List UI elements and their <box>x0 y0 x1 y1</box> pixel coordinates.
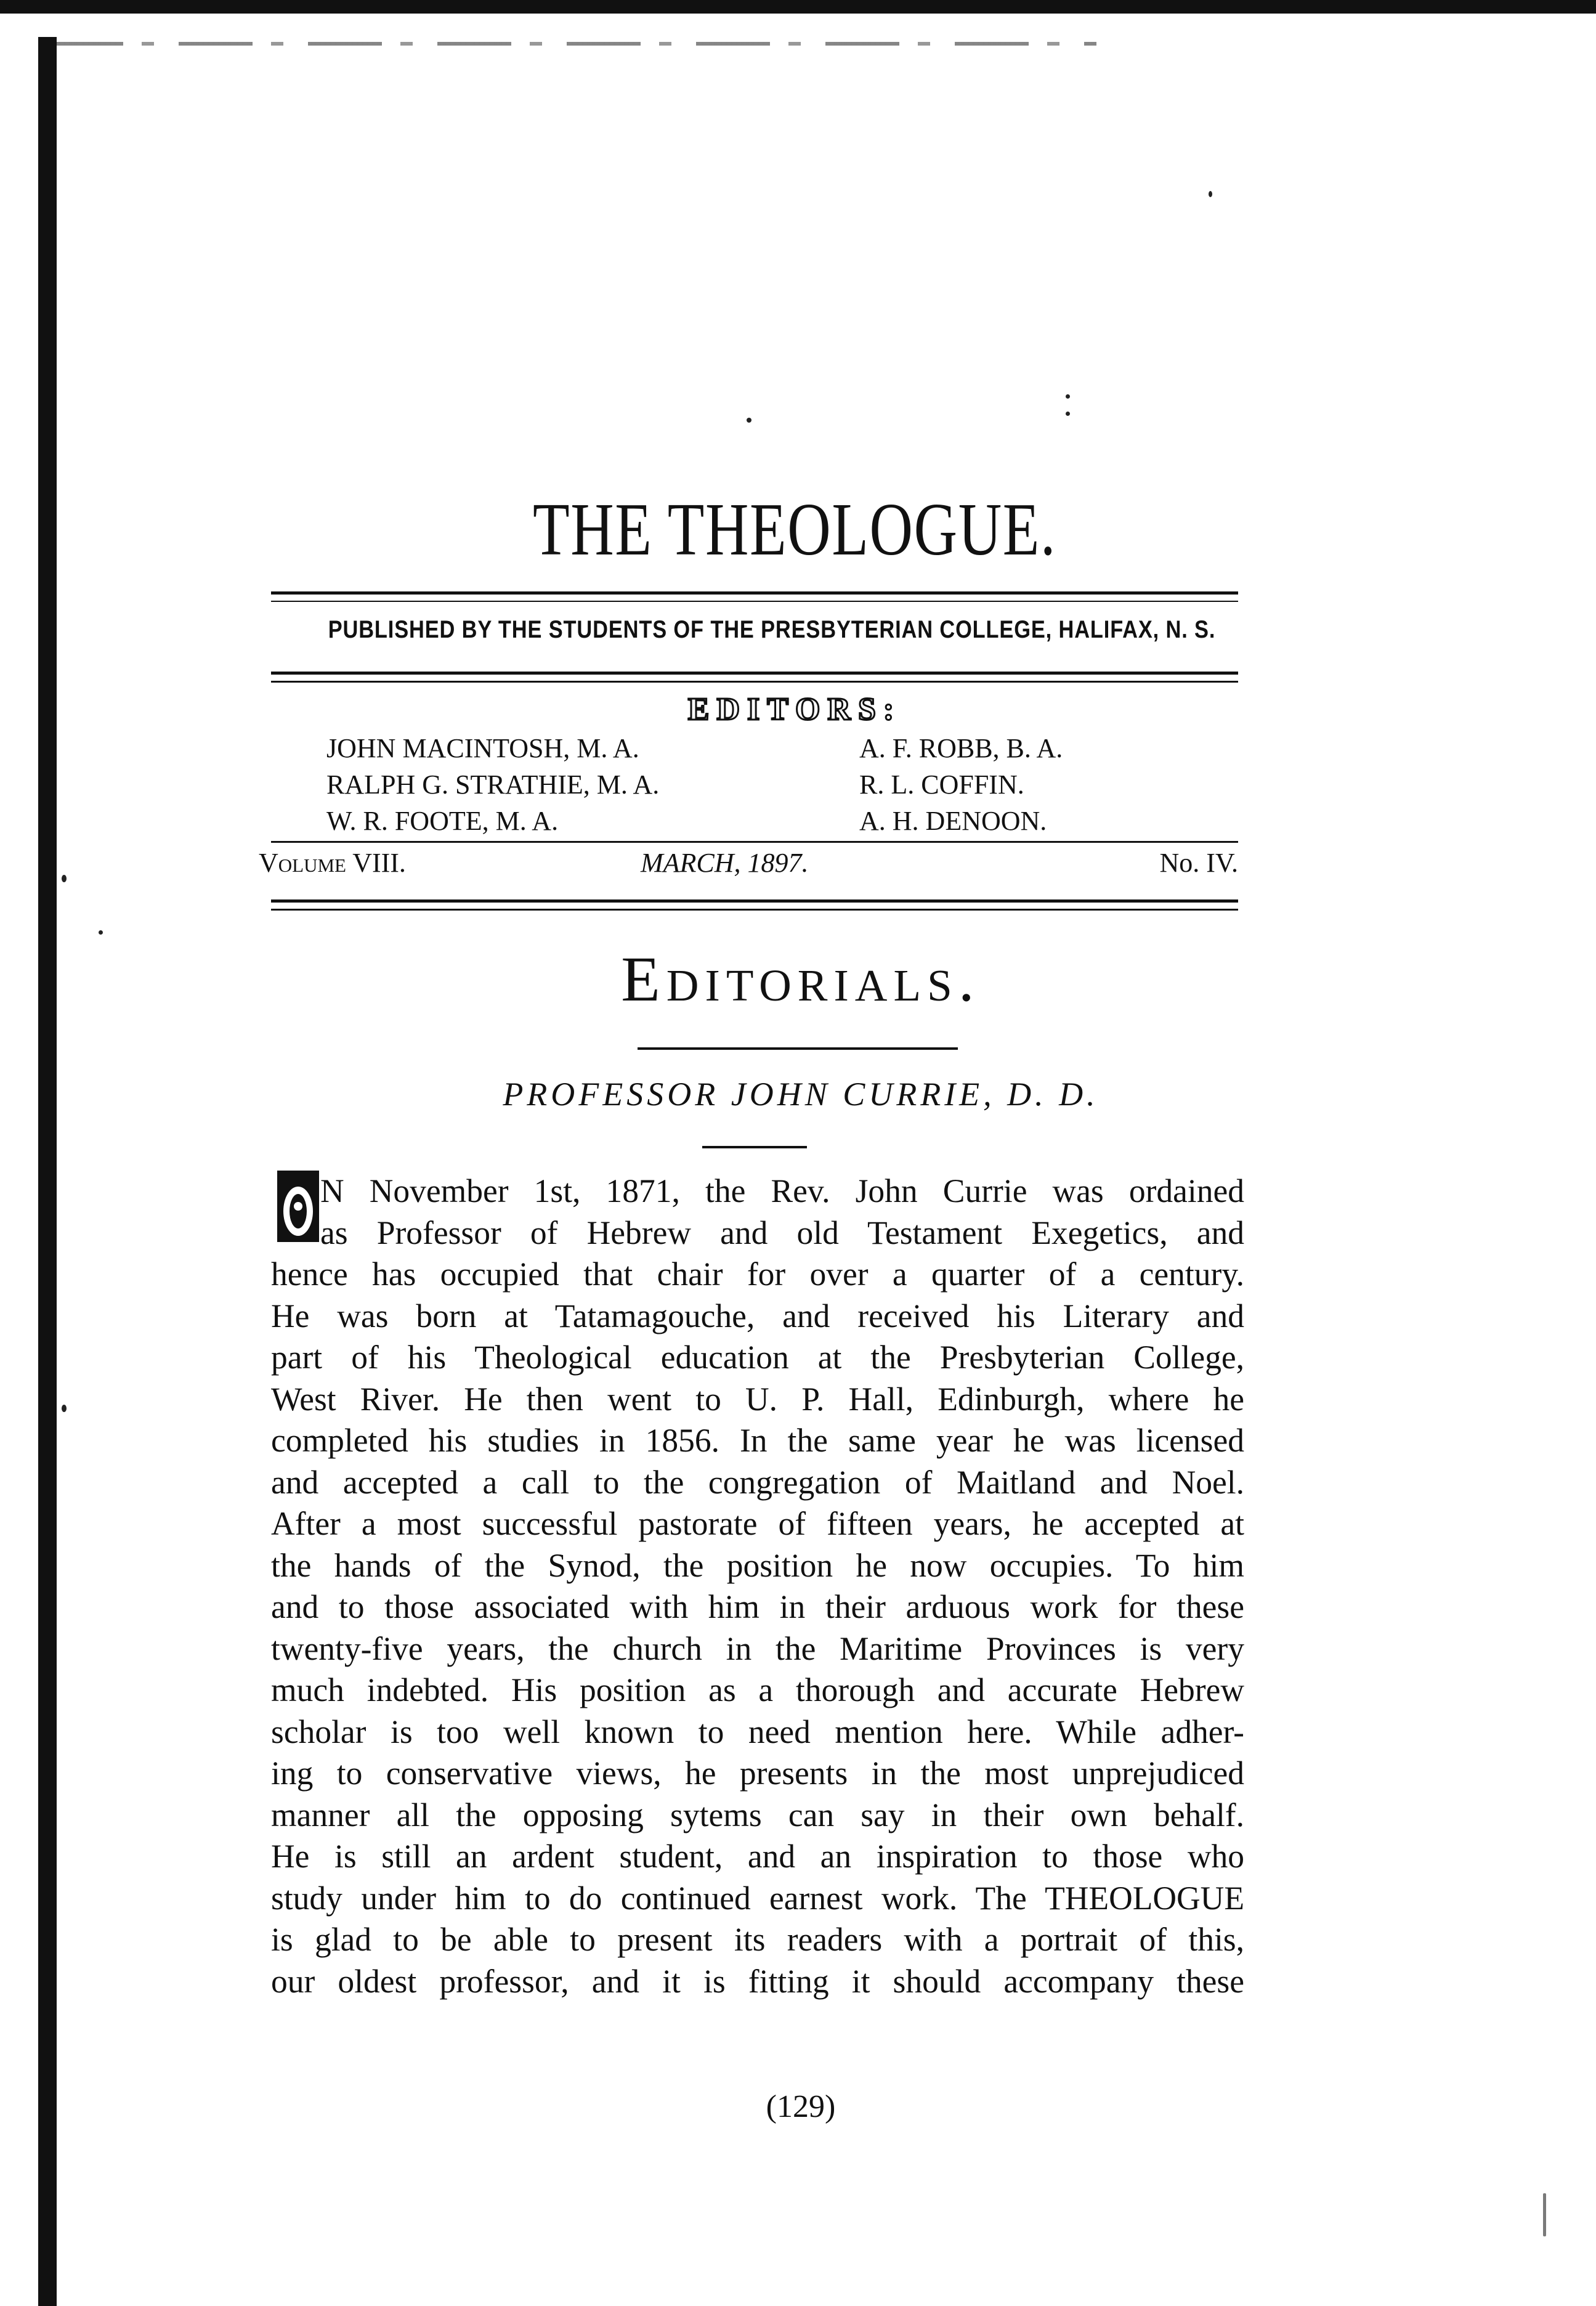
scan-speck <box>62 1405 67 1412</box>
editors-left-column <box>326 730 659 839</box>
issue-rule <box>271 899 1238 911</box>
scan-speck <box>1543 2193 1546 2236</box>
article-body <box>271 1171 1244 2002</box>
article-line: After a most successful pastorate of fifteen years, he accepted at <box>271 1505 1244 1542</box>
scan-border-top-faint <box>49 42 1096 46</box>
scan-speck <box>99 930 103 935</box>
article-line: completed his studies in 1856. In the same year he was licensed <box>271 1422 1244 1459</box>
scan-speck <box>1066 412 1070 416</box>
issue-number: No. IV. <box>1159 848 1238 878</box>
masthead-rule <box>271 591 1238 595</box>
scan-speck <box>1066 394 1070 399</box>
scan-speck <box>1209 191 1212 197</box>
article-line: scholar is too well known to need mention here. While adher- <box>271 1713 1244 1750</box>
article-line: part of his Theological education at the Presbyterian College, <box>271 1339 1244 1376</box>
volume-label: Volume VIII. <box>259 848 406 878</box>
scan-border-top <box>0 0 1596 14</box>
article-title-rule <box>702 1146 807 1148</box>
editors-heading: EDITORS: <box>687 692 902 727</box>
article-line: N November 1st, 1871, the Rev. John Currie was ordained <box>320 1172 1244 1209</box>
article-line: hence has occupied that chair for over a quarter of a century. <box>271 1256 1244 1293</box>
article-line: He was born at Tatamagouche, and received his Literary and <box>271 1297 1244 1334</box>
article-line: the hands of the Synod, the position he now occupies. To him <box>271 1546 1244 1584</box>
issue-line <box>259 847 1244 884</box>
article-line: He is still an ardent student, and an inspiration to those who <box>271 1838 1244 1875</box>
masthead-rule-thin <box>271 601 1238 602</box>
page-number: (129) <box>766 2089 836 2124</box>
article-line: is glad to be able to present its readers with a portrait of this, <box>271 1921 1244 1958</box>
article-line: much indebted. His position as a thorough and accurate Hebrew <box>271 1671 1244 1708</box>
article-line: and to those associated with him in their arduous work for these <box>271 1588 1244 1625</box>
editors-right-column <box>859 730 1063 839</box>
issue-date: MARCH, 1897. <box>641 848 809 878</box>
article-title: PROFESSOR JOHN CURRIE, D. D. <box>503 1076 1099 1113</box>
editor-name: RALPH G. STRATHIE, M. A. <box>326 769 660 800</box>
article-line: ing to conservative views, he presents in the most unprejudiced <box>271 1755 1244 1792</box>
scan-speck <box>62 875 67 882</box>
section-title-underline <box>638 1047 958 1050</box>
scan-speck <box>747 418 751 423</box>
scan-border-left <box>38 37 57 2306</box>
masthead-title: THE THEOLOGUE. <box>532 488 1057 571</box>
editor-name: JOHN MACINTOSH, M. A. <box>326 733 639 763</box>
article-line: study under him to do continued earnest work. The THEOLOGUE <box>271 1879 1244 1917</box>
editors-rule <box>271 841 1238 843</box>
editor-name: A. F. ROBB, B. A. <box>859 733 1063 763</box>
article-line: and accepted a call to the congregation of Maitland and Noel. <box>271 1463 1244 1501</box>
publisher-line: PUBLISHED BY THE STUDENTS OF THE PRESBYTERIAN COLLEGE, HALIFAX, N. S. <box>328 616 1216 643</box>
article-line: twenty-five years, the church in the Maritime Provinces is very <box>271 1630 1244 1667</box>
section-title: Editorials. <box>621 944 981 1015</box>
editor-name: R. L. COFFIN. <box>859 769 1024 800</box>
publisher-rule <box>271 672 1238 683</box>
editor-name: A. H. DENOON. <box>859 806 1047 836</box>
article-line: our oldest professor, and it is fitting it should accompany these <box>271 1962 1244 2000</box>
editor-name: W. R. FOOTE, M. A. <box>326 806 559 836</box>
article-line: West River. He then went to U. P. Hall, Edinburgh, where he <box>271 1380 1244 1418</box>
article-line: manner all the opposing sytems can say in their own behalf. <box>271 1796 1244 1833</box>
article-line: as Professor of Hebrew and old Testament Exegetics, and <box>320 1214 1244 1251</box>
